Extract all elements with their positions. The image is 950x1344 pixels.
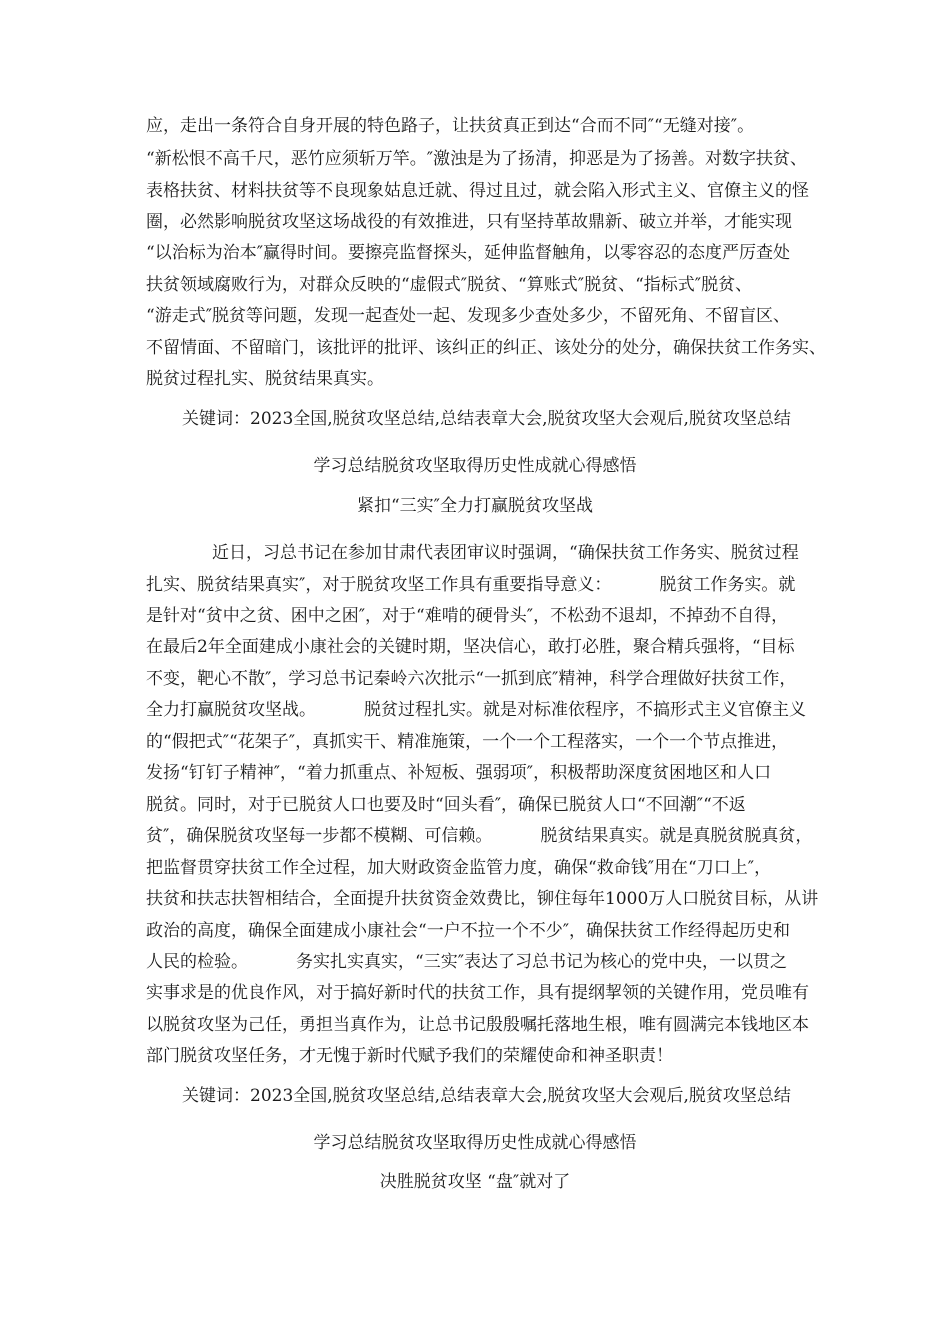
section-heading: 学习总结脱贫攻坚取得历史性成就心得感悟 [313, 456, 637, 476]
paragraph-line: 不留情面、不留暗门，该批评的批评、该纠正的纠正、该处分的处分，确保扶贫工作务实、 [146, 338, 826, 358]
paragraph-line: “以治标为治本″赢得时间。要擦亮监督探头，延伸监督触角，以零容忍的态度严厉查处 [146, 243, 791, 263]
article-line: 把监督贯穿扶贫工作全过程，加大财政资金监管力度，确保“救命钱″用在“刀口上″， [146, 858, 772, 878]
article-line: 实事求是的优良作风，对于搞好新时代的扶贫工作，具有提纲挈领的关键作用，党员唯有 [146, 983, 809, 1003]
paragraph-line: 扶贫领域腐败行为，对群众反映的“虚假式″脱贫、“算账式″脱贫、“指标式″脱贫、 [146, 275, 753, 295]
keywords-line: 关键词：2023全国,脱贫攻坚总结,总结表章大会,脱贫攻坚大会观后,脱贫攻坚总结 [182, 1086, 791, 1106]
article-line: 扶贫和扶志扶智相结合，全面提升扶贫资金效费比，铆住每年1000万人口脱贫目标，从讲 [146, 889, 819, 909]
section-heading: 学习总结脱贫攻坚取得历史性成就心得感悟 [313, 1133, 637, 1153]
paragraph-line: 表格扶贫、材料扶贫等不良现象姑息迁就、得过且过，就会陷入形式主义、官僚主义的怪 [146, 181, 809, 201]
article-line: 人民的检验。 务实扎实真实，“三实″表达了习总书记为核心的党中央，一以贯之 [146, 952, 788, 972]
article-line: 在最后2年全面建成小康社会的关键时期，坚决信心，敢打必胜，聚合精兵强将，“目标 [146, 637, 795, 657]
paragraph-line: 脱贫过程扎实、脱贫结果真实。 [146, 369, 384, 389]
article-line: 部门脱贫攻坚任务，才无愧于新时代赋予我们的荣耀使命和神圣职责！ [146, 1046, 673, 1066]
paragraph-line: 应，走出一条符合自身开展的特色路子，让扶贫真正到达“合而不同″“无缝对接″。 [146, 116, 755, 136]
paragraph-line: “游走式″脱贫等问题，发现一起查处一起、发现多少查处多少，不留死角、不留盲区、 [146, 306, 791, 326]
paragraph-line: “新松恨不高千尺，恶竹应须斩万竿。″激浊是为了扬清，抑恶是为了扬善。对数字扶贫、 [146, 149, 808, 169]
keywords-line: 关键词：2023全国,脱贫攻坚总结,总结表章大会,脱贫攻坚大会观后,脱贫攻坚总结 [182, 409, 791, 429]
article-line: 不变，靶心不散″，学习总书记秦岭六次批示“一抓到底″精神，科学合理做好扶贫工作， [146, 669, 797, 689]
article-line: 贫″，确保脱贫攻坚每一步都不模糊、可信赖。 脱贫结果真实。就是真脱贫脱真贫， [146, 826, 813, 846]
article-line: 的“假把式″“花架子″，真抓实干、精准施策，一个一个工程落实，一个一个节点推进， [146, 732, 789, 752]
article-line: 以脱贫攻坚为己任，勇担当真作为，让总书记殷殷嘱托落地生根，唯有圆满完本钱地区本 [146, 1015, 809, 1035]
article-line: 发扬“钉钉子精神″，“着力抓重点、补短板、强弱项″，积极帮助深度贫困地区和人口 [146, 763, 772, 783]
section-subheading: 决胜脱贫攻坚 “盘″就对了 [379, 1172, 571, 1192]
section-subheading: 紧扣“三实″全力打赢脱贫攻坚战 [356, 496, 594, 516]
article-line: 政治的高度，确保全面建成小康社会“一户不拉一个不少″，确保扶贫工作经得起历史和 [146, 921, 791, 941]
article-line: 是针对“贫中之贫、困中之困″，对于“难啃的硬骨头″，不松劲不退却，不掉劲不自得， [146, 606, 789, 626]
article-line: 近日，习总书记在参加甘肃代表团审议时强调，“确保扶贫工作务实、脱贫过程 [212, 543, 799, 563]
article-line: 脱贫。同时，对于已脱贫人口也要及时“回头看″，确保已脱贫人口“不回潮″“不返 [146, 795, 746, 815]
article-line: 扎实、脱贫结果真实″，对于脱贫攻坚工作具有重要指导意义： 脱贫工作务实。就 [146, 575, 796, 595]
article-line: 全力打赢脱贫攻坚战。 脱贫过程扎实。就是对标准依程序，不搞形式主义官僚主义 [146, 700, 806, 720]
paragraph-line: 圈，必然影响脱贫攻坚这场战役的有效推进，只有坚持革故鼎新、破立并举，才能实现 [146, 212, 792, 232]
